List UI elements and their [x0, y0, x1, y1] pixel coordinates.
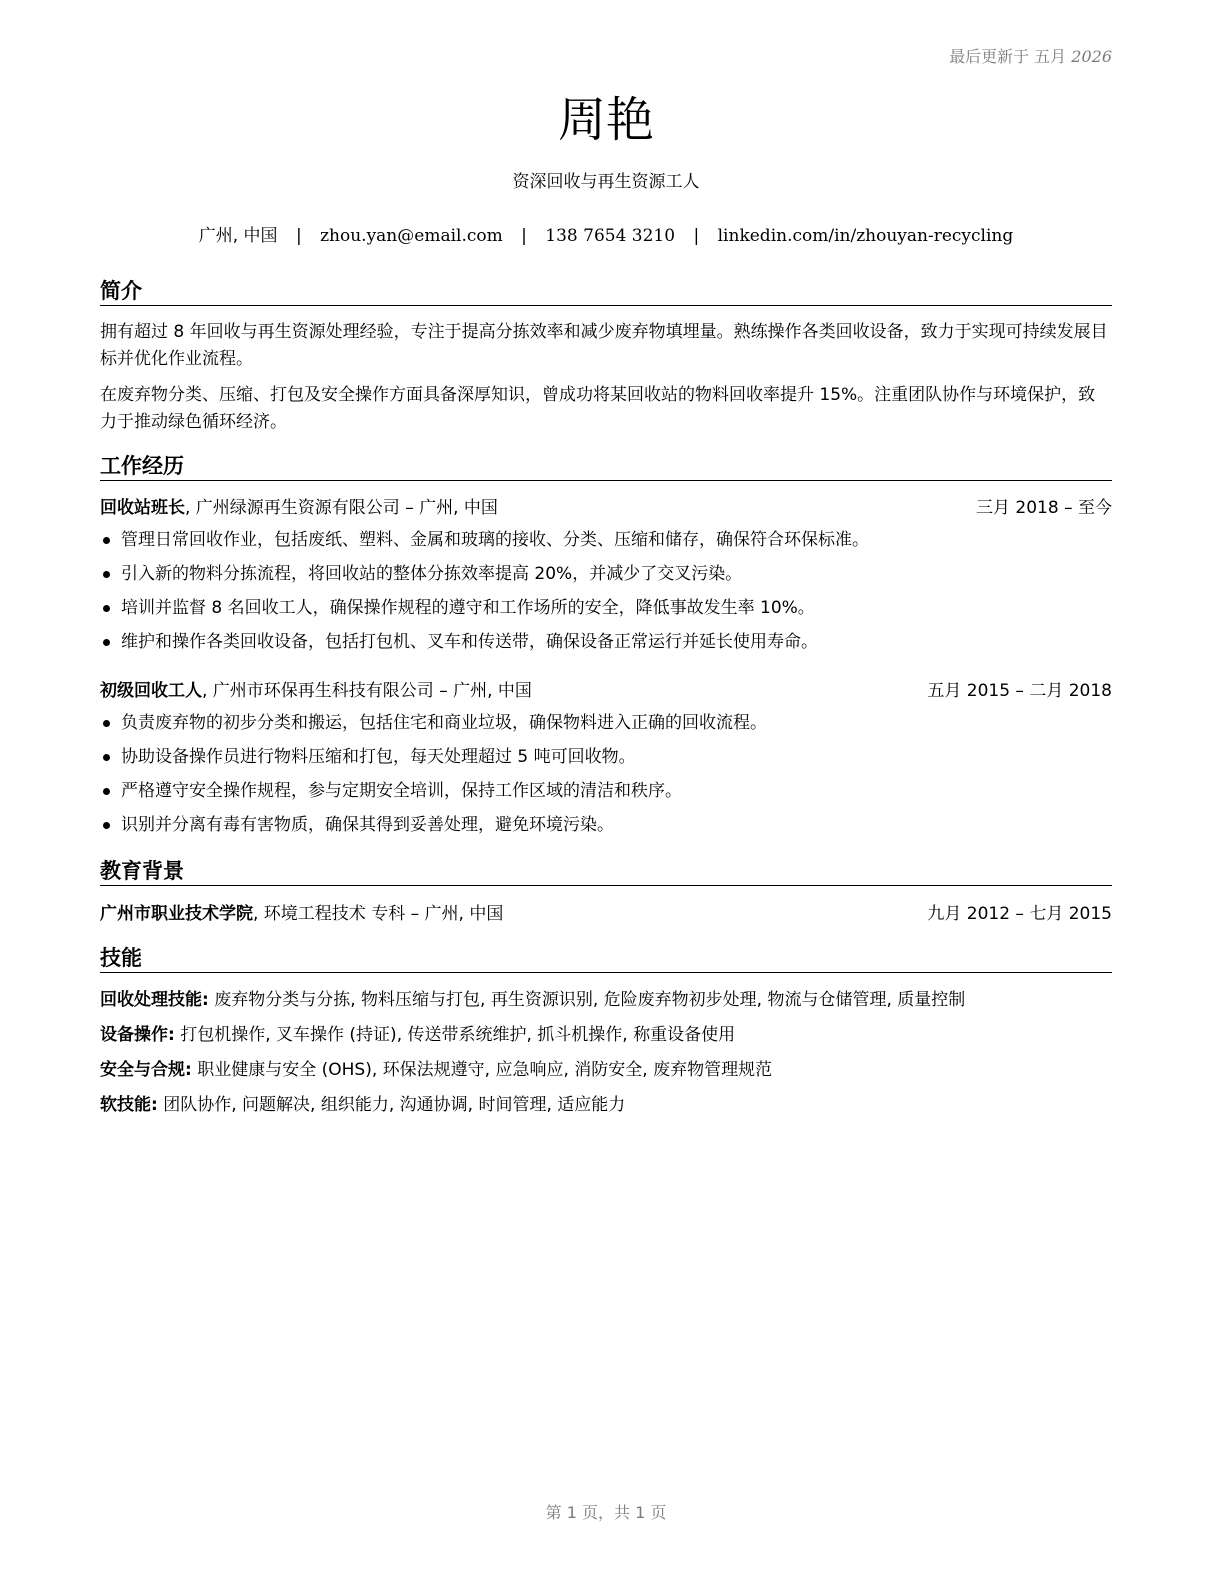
- contact-location: 广州, 中国: [198, 226, 278, 246]
- job-bullet: [100, 591, 1112, 625]
- job-bullet: [100, 523, 1112, 557]
- experience-section: [100, 452, 1112, 842]
- skill-category: 安全与合规:: [100, 1060, 192, 1080]
- skill-line: [100, 1053, 1112, 1088]
- job-header: [100, 494, 1112, 522]
- job-bullet-text: 识别并分离有毒有害物质，确保其得到妥善处理，避免环境污染。: [121, 815, 614, 835]
- contact-phone[interactable]: 138 7654 3210: [545, 226, 676, 246]
- summary-paragraph: 在废弃物分类、压缩、打包及安全操作方面具备深厚知识，曾成功将某回收站的物料回收率提升 15%。注重团队协作与环境保护，致力于推动绿色循环经济。: [100, 385, 1096, 432]
- job-role: 初级回收工人: [100, 681, 202, 701]
- skill-line: [100, 1088, 1112, 1123]
- bullet-dot-icon: [103, 639, 110, 646]
- skill-category: 回收处理技能:: [100, 990, 209, 1010]
- experience-heading: 工作经历: [100, 452, 1112, 481]
- skill-line: [100, 983, 1112, 1018]
- skill-line: [100, 1018, 1112, 1053]
- contact-separator: |: [295, 226, 302, 246]
- job-bullet: [100, 625, 1112, 659]
- job-bullet: [100, 706, 1112, 740]
- job-bullet: [100, 774, 1112, 808]
- last-updated: [949, 44, 1112, 67]
- resume-page: [100, 0, 1112, 1584]
- education-dates: 九月 2012 – 七月 2015: [927, 904, 1112, 924]
- contact-linkedin-link[interactable]: linkedin.com/in/zhouyan-recycling: [717, 226, 1014, 246]
- job-company: , 广州市环保再生科技有限公司 – 广州, 中国: [202, 681, 532, 701]
- job-bullet-text: 引入新的物料分拣流程，将回收站的整体分拣效率提高 20%，并减少了交叉污染。: [121, 564, 743, 584]
- skill-category: 软技能:: [100, 1095, 158, 1115]
- bullet-dot-icon: [103, 571, 110, 578]
- education-entry: [100, 900, 1112, 928]
- bullet-dot-icon: [103, 720, 110, 727]
- candidate-title: 资深回收与再生资源工人: [512, 172, 700, 192]
- job-dates: 五月 2015 – 二月 2018: [927, 681, 1112, 701]
- job-bullets: [100, 523, 1112, 659]
- skill-category: 设备操作:: [100, 1025, 175, 1045]
- page-number: 第 1 页，共 1 页: [545, 1503, 667, 1522]
- bullet-dot-icon: [103, 537, 110, 544]
- bullet-dot-icon: [103, 788, 110, 795]
- job-bullet-text: 维护和操作各类回收设备，包括打包机、叉车和传送带，确保设备正常运行并延长使用寿命。: [121, 632, 818, 652]
- job-bullet-text: 协助设备操作员进行物料压缩和打包，每天处理超过 5 吨可回收物。: [121, 747, 636, 767]
- education-detail: , 环境工程技术 专科 – 广州, 中国: [253, 904, 504, 924]
- job-bullet: [100, 808, 1112, 842]
- job-company: , 广州绿源再生资源有限公司 – 广州, 中国: [185, 498, 498, 518]
- skills-list: [100, 983, 1112, 1123]
- candidate-name: 周艳: [557, 92, 654, 148]
- education-section: [100, 857, 1112, 928]
- skill-values: 职业健康与安全 (OHS), 环保法规遵守, 应急响应, 消防安全, 废弃物管理规范: [191, 1060, 773, 1080]
- skill-values: 团队协作, 问题解决, 组织能力, 沟通协调, 时间管理, 适应能力: [157, 1095, 626, 1115]
- job-dates: 三月 2018 – 至今: [976, 498, 1112, 518]
- education-school: 广州市职业技术学院: [100, 904, 253, 924]
- contact-separator: |: [521, 226, 527, 246]
- summary-heading: 简介: [100, 277, 1112, 306]
- last-updated-label: 最后更新于 五月: [949, 47, 1067, 66]
- bullet-dot-icon: [103, 605, 110, 612]
- job-bullet-text: 管理日常回收作业，包括废纸、塑料、金属和玻璃的接收、分类、压缩和储存，确保符合环保标准。: [121, 530, 869, 550]
- skills-section: [100, 944, 1112, 1123]
- bullet-dot-icon: [103, 754, 110, 761]
- job-role: 回收站班长: [100, 498, 185, 518]
- skills-heading: 技能: [100, 944, 1112, 973]
- job-header: [100, 677, 1112, 705]
- contact-separator: |: [693, 226, 700, 246]
- summary-section: [100, 277, 1112, 436]
- contact-line: [100, 222, 1112, 250]
- skill-values: 废弃物分类与分拣, 物料压缩与打包, 再生资源识别, 危险废弃物初步处理, 物流与仓储管理, 质量控制: [208, 990, 966, 1010]
- skill-values: 打包机操作, 叉车操作 (持证), 传送带系统维护, 抓斗机操作, 称重设备使用: [174, 1025, 736, 1045]
- job-bullet-text: 负责废弃物的初步分类和搬运，包括住宅和商业垃圾，确保物料进入正确的回收流程。: [121, 713, 767, 733]
- education-heading: 教育背景: [100, 857, 1112, 886]
- job-bullet: [100, 740, 1112, 774]
- job-bullet: [100, 557, 1112, 591]
- bullet-dot-icon: [103, 822, 110, 829]
- summary-paragraph: 拥有超过 8 年回收与再生资源处理经验，专注于提高分拣效率和减少废弃物填埋量。熟练操作各类回收设备，致力于实现可持续发展目标并优化作业流程。: [100, 322, 1108, 369]
- last-updated-year: 2026: [1071, 47, 1112, 66]
- job-bullet-text: 严格遵守安全操作规程，参与定期安全培训，保持工作区域的清洁和秩序。: [121, 781, 682, 801]
- job-bullet-text: 培训并监督 8 名回收工人，确保操作规程的遵守和工作场所的安全，降低事故发生率 10%。: [121, 598, 815, 618]
- contact-email-link[interactable]: zhou.yan@email.com: [320, 226, 503, 246]
- job-bullets: [100, 706, 1112, 842]
